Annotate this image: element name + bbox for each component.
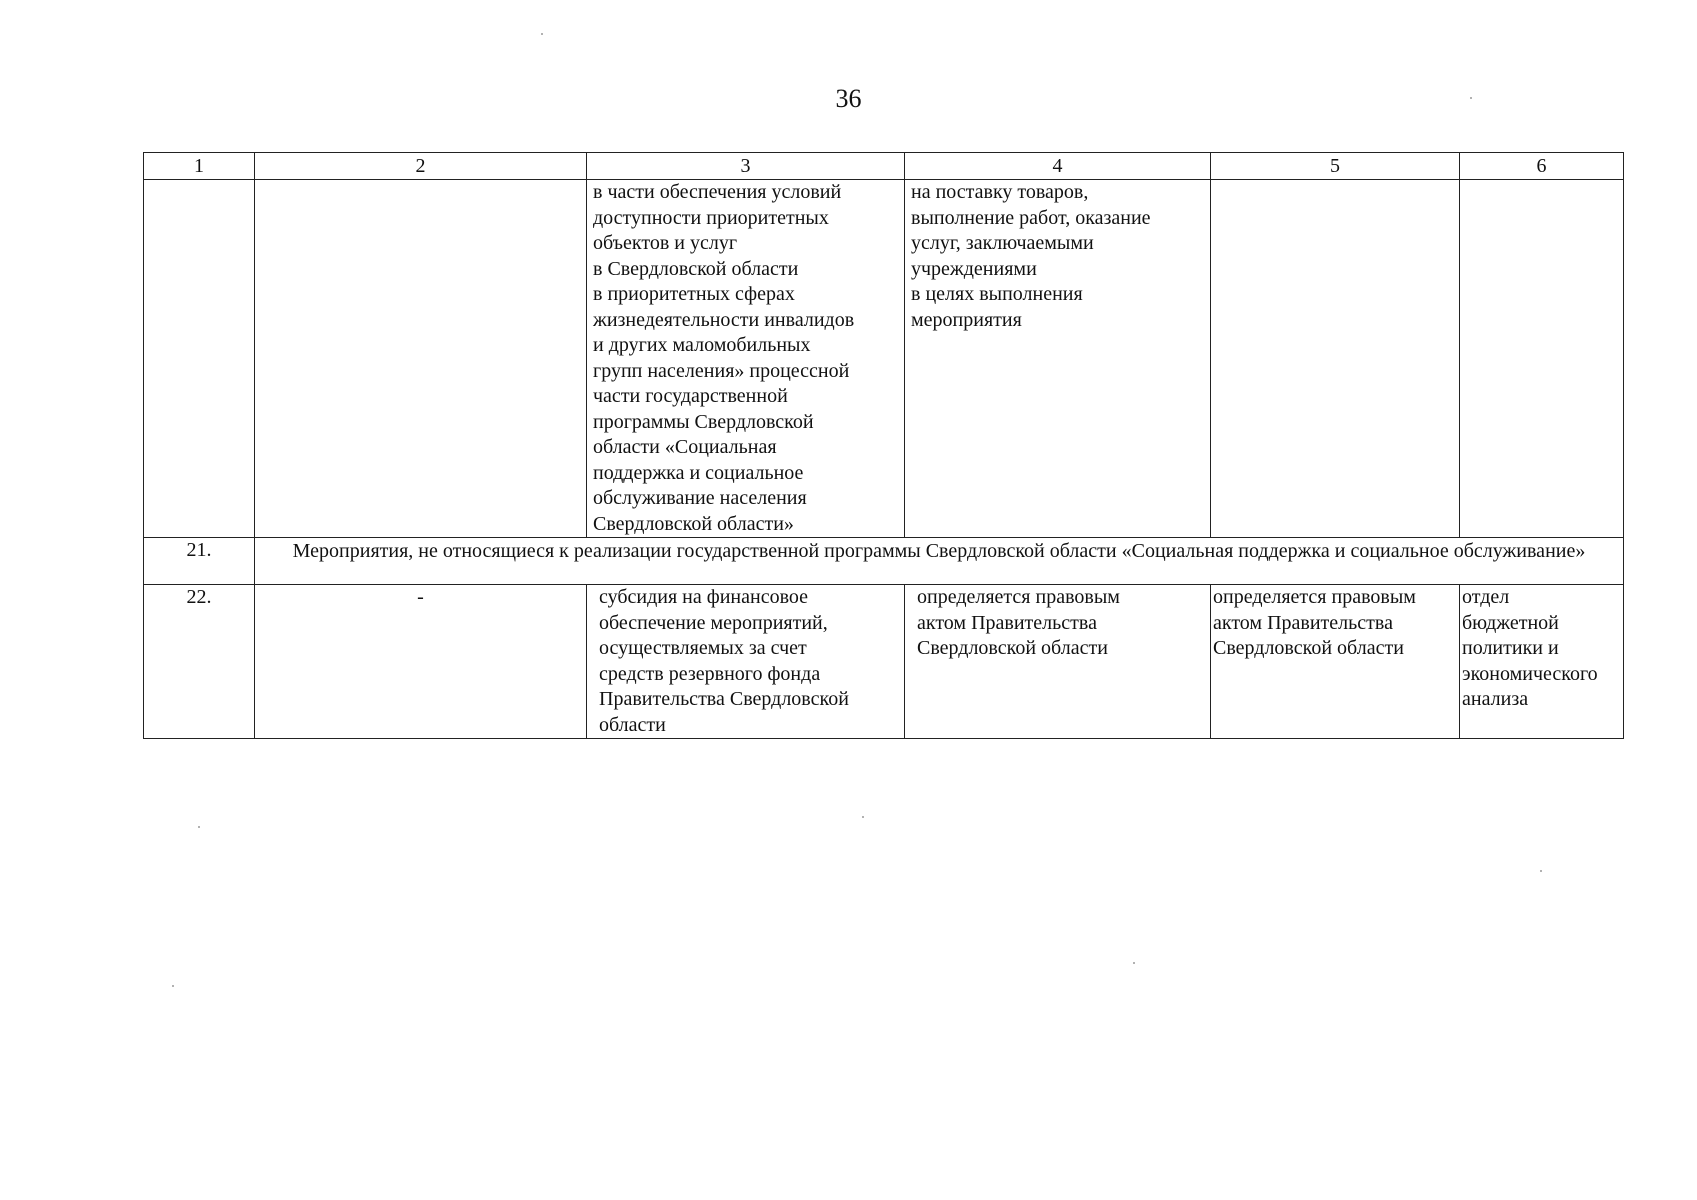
scan-speck [862, 816, 864, 818]
header-col-2: 2 [255, 153, 587, 180]
table-row-continuation [144, 180, 1624, 538]
cell-continuation-col3: в части обеспечения условий доступности приоритетных объектов и услуг в Свердловской области в приоритетных сферах жизнедеятельности инвалидов и других маломобильных групп населения» процессной части государственной программы Свердловской области «Социальная поддержка и социальное обслуживание населения Свердловской области» [587, 180, 905, 538]
page-number: 36 [835, 84, 862, 113]
cell-section-number: 21. [144, 538, 255, 585]
header-col-4: 4 [905, 153, 1211, 180]
cell-row22-number: 22. [144, 585, 255, 739]
header-col-5: 5 [1211, 153, 1460, 180]
cell-continuation-col1 [144, 180, 255, 538]
cell-row22-col3: субсидия на финансовое обеспечение мероприятий, осуществляемых за счет средств резервного фонда Правительства Свердловской области [587, 585, 905, 739]
scan-speck [541, 33, 543, 35]
cell-continuation-col5 [1211, 180, 1460, 538]
scan-speck [1133, 962, 1135, 964]
scan-speck [172, 985, 174, 987]
table-header-row [144, 153, 1624, 180]
table-row-22 [144, 585, 1624, 739]
cell-section-title: Мероприятия, не относящиеся к реализации государственной программы Свердловской области «Социальная поддержка и социальное обслуживание» [255, 538, 1624, 585]
scan-speck [1470, 97, 1472, 99]
header-col-1: 1 [144, 153, 255, 180]
header-col-3: 3 [587, 153, 905, 180]
cell-row22-col5: определяется правовым актом Правительства Свердловской области [1211, 585, 1460, 739]
header-col-6: 6 [1460, 153, 1624, 180]
cell-continuation-col2 [255, 180, 587, 538]
cell-continuation-col4: на поставку товаров, выполнение работ, оказание услуг, заключаемыми учреждениями в целях выполнения мероприятия [905, 180, 1211, 538]
scan-speck [1540, 870, 1542, 872]
cell-row22-col2: - [255, 585, 587, 739]
cell-row22-col4: определяется правовым актом Правительства Свердловской области [905, 585, 1211, 739]
cell-row22-col6: отдел бюджетной политики и экономического анализа [1460, 585, 1624, 739]
cell-continuation-col6 [1460, 180, 1624, 538]
table-row-section-21 [144, 538, 1624, 585]
scan-speck [198, 826, 200, 828]
document-table [143, 152, 1624, 739]
